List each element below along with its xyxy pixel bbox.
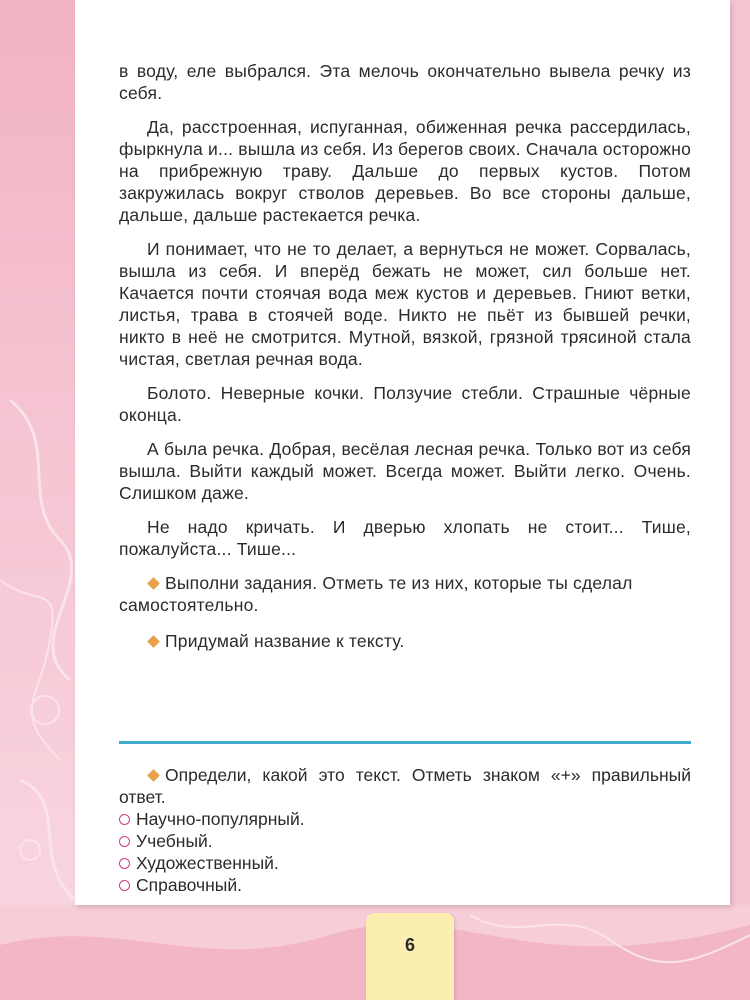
quiz-question-text: Определи, какой это текст. Отметь знаком «+» правильный ответ. — [119, 765, 691, 807]
paragraph-3: И понимает, что не то делает, а вернуться не может. Сорвалась, вышла из себя. И вперёд бежать не может, сил больше нет. Качается почти стоячая вода меж кустов и деревьев. Гниют ветки, листья, трава в стоячей воде. Никто не пьёт из бывшей речки, никто в неё не смотрится. Мутной, вязкой, грязной трясиной стала чистая, светлая речная вода. — [119, 239, 691, 369]
quiz-section — [119, 764, 691, 896]
circle-checkbox-icon[interactable] — [119, 814, 130, 825]
circle-checkbox-icon[interactable] — [119, 836, 130, 847]
quiz-option-2[interactable] — [119, 830, 691, 852]
quiz-option-label: Учебный. — [136, 831, 213, 851]
diamond-bullet-icon — [147, 769, 160, 782]
task-2 — [119, 630, 691, 652]
task-2-text: Придумай название к тексту. — [165, 631, 405, 651]
quiz-option-4[interactable] — [119, 874, 691, 896]
page-number-tab — [366, 913, 454, 1000]
diamond-bullet-icon — [147, 635, 160, 648]
quiz-option-1[interactable] — [119, 808, 691, 830]
circle-checkbox-icon[interactable] — [119, 880, 130, 891]
page-number: 6 — [404, 935, 415, 955]
section-divider — [119, 741, 691, 744]
paragraph-2: Да, расстроенная, испуганная, обиженная речка рассердилась, фыркнула и... вышла из себя. Из берегов своих. Сначала осторожно на прибрежную траву. Дальше до первых кустов. Потом закружилась вокруг стволов деревьев. Во все стороны дальше, дальше, дальше растекается речка. — [119, 117, 691, 225]
diamond-bullet-icon — [147, 577, 160, 590]
paragraph-6: Не надо кричать. И дверью хлопать не стоит... Тише, пожалуйста... Тише... — [119, 517, 691, 559]
task-1-text: Выполни задания. Отметь те из них, которые ты сделал самостоятельно. — [119, 573, 633, 615]
quiz-option-label: Научно-популярный. — [136, 809, 305, 829]
paragraph-4: Болото. Неверные кочки. Ползучие стебли. Страшные чёрные оконца. — [119, 383, 691, 425]
quiz-option-label: Художественный. — [136, 853, 279, 873]
quiz-option-3[interactable] — [119, 852, 691, 874]
quiz-question — [119, 764, 691, 808]
task-1 — [119, 572, 691, 616]
textbook-page — [75, 0, 730, 905]
circle-checkbox-icon[interactable] — [119, 858, 130, 869]
paragraph-5: А была речка. Добрая, весёлая лесная речка. Только вот из себя вышла. Выйти каждый может. Всегда может. Выйти легко. Очень. Слишком даже. — [119, 439, 691, 503]
quiz-option-label: Справочный. — [136, 875, 243, 895]
paragraph-1: в воду, еле выбрался. Эта мелочь окончательно вывела речку из себя. — [119, 61, 691, 103]
story-text — [119, 60, 691, 666]
